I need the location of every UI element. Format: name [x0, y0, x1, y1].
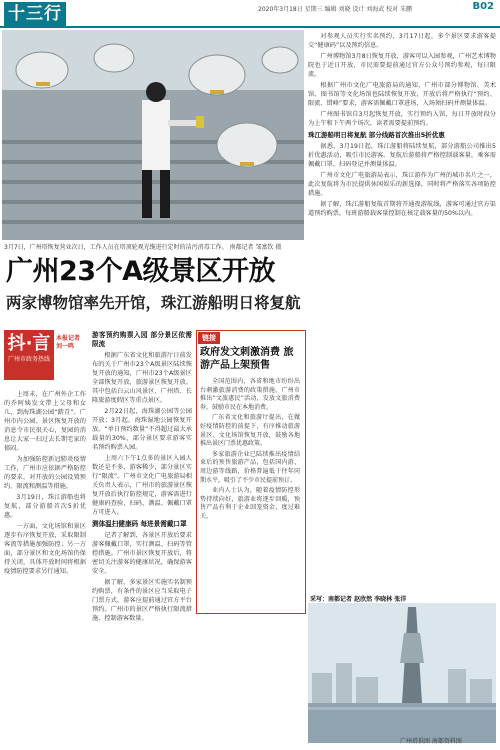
paragraph: 3月19日，珠江游船也将复航，部分游船首次5折优惠。	[4, 494, 86, 519]
paragraph: 为加强防控新冠肺炎疫情工作，广州市应依据严格防控的要求，对开放的公园设置预约、限流和测温等措施。	[4, 456, 86, 490]
section-heading: 测体温扫健康码 每进景需戴口罩	[92, 520, 187, 528]
masthead	[0, 0, 500, 28]
paragraph: 上周六下午1点多的景区入园人数还是不多，游客稀少，部分景区实行“限流”。广州市文化广电旅游局相关负责人表示，广州市的旅游景区恢复开放后执行防控规定，游客需进行健康码查验、扫码、测温、佩戴口罩方可进入。	[92, 455, 192, 516]
paragraph: 广州博物馆3月8日恢复开放，游客可以入园参观，广州艺术博物院也于近日开放，市民需要提前通过官方公众号预约参观，每日限流。	[308, 53, 496, 78]
lead-photo-illustration	[2, 30, 304, 240]
section-logo: 十三行	[4, 2, 66, 26]
tower-photo	[308, 603, 496, 743]
sidebar-tag: 链接	[198, 332, 220, 344]
reporter-credit: 采写：南都记者 赵欣然 李晓林 张洋	[310, 596, 407, 603]
opinion-body	[4, 390, 86, 578]
column-logo	[4, 330, 54, 380]
subtitle: 两家博物馆率先开馆，珠江游船明日将复航	[6, 294, 301, 312]
section-heading: 游客预约购票入园 部分景区依需限流	[92, 331, 192, 348]
paragraph: 广州市文化广电旅游局表示，珠江游作为广州的城市名片之一，此次复航将为市民提供休闲娱乐的新选择，同时将严格落实各项防控措施。	[308, 172, 496, 197]
paragraph: 广州图书馆自3月起恢复开放，实行预约入馆，每日开放时段分为上午和下午两个场次，读者需要提前预约。	[308, 111, 496, 127]
column-logo-title: 抖·言	[7, 333, 51, 354]
photo-caption: 3月7日，广州塔恢复营业次日，工作人员在塔顶轮观光缆进行定时的洁污消毒工作。 南都记者 邹富钦 摄	[4, 244, 282, 251]
paragraph: 多家旅游企业已陆续推出疫情结束后的预售旅游产品，包括国内游、周边游等线路，价格普遍低于往年同期水平，吸引了不少市民提前预订。	[200, 450, 300, 484]
main-article	[92, 328, 192, 625]
paragraph: 据悉，3月19日起，珠江游船将陆续复航，部分游船公司推出5折优惠活动，吸引市民游客。复航后游船将严格控制载客量，乘客需佩戴口罩、扫码登记并测量体温。	[308, 143, 496, 168]
paragraph: 据了解，多家景区实施实名制预约购票，有条件的景区应当采取电子门票方式，游客应提前通过官方平台预约。广州市的景区严格执行限流措施，控制游客数量。	[92, 579, 192, 622]
paragraph: 根据广州市文化广电旅游局的通知，广州市部分博物馆、美术馆、图书馆等文化场馆也陆续恢复开放，开放后将严格执行“预约、限流、错峰”要求，游客需佩戴口罩进场，入场须扫码并测量体温。	[308, 82, 496, 107]
page-number: B02	[472, 1, 494, 12]
paragraph: 对参观人员实行实名预约，3月17日起，多个景区要求游客提交“健康码”以及预约信息。	[308, 33, 496, 49]
column-logo-sub: 广州市政务热线	[7, 356, 50, 363]
headline: 广州23个A级景区开放	[6, 256, 275, 287]
right-column	[308, 32, 496, 220]
section-heading: 珠江游船明日将复航 部分线路首次推出5折优惠	[308, 131, 445, 139]
sidebar-body	[200, 378, 300, 524]
paragraph: 根据广东省文化和旅游厅日前发布的关于广州市23个A级景区陆续恢复开放的通知，广州市23个A级景区全部恢复开放，旅游景区恢复开放。其中包括白云山风景区、广州塔、长隆旅游度假区等重点景区。	[92, 352, 192, 404]
photo-credit: 广州塔供图 南都资料图	[400, 738, 462, 745]
paragraph: 据了解，珠江游船复航首期将开通夜游航线，游客可通过官方渠道预约购票，每班游船载客量控制在核定载客量的50%以内。	[308, 201, 496, 217]
paragraph: 2月22日起，海珠湖公园等公园开放；3月起，海珠湿地公园恢复开放。“单日预约数量”不得超过最大承载量的30%，部分景区要求游客实名预约购票入园。	[92, 408, 192, 451]
issue-meta: 2020年3月18日 星期三 编辑 刘晓 设计 刘海武 校对 朱鹏	[258, 6, 413, 13]
tower-photo-illustration	[308, 603, 496, 743]
paragraph: 业内人士认为，随着疫情防控形势持续向好，旅游业将逐步回暖，预售产品有利于企业回笼资金，度过难关。	[200, 487, 300, 520]
paragraph: 广东省文化和旅游厅提出，在做好疫情防控的前提下，有序推动旅游景区、文化场馆恢复开放，鼓励各地推出景区门票优惠政策。	[200, 414, 300, 448]
paragraph: 上周末，在广州外企工作的乔阿姨发文带上父母和女儿，到海珠湖公园“踏青”。广州市内公园、景区恢复开放的消息令市民很关心，复园的消息让大家一扫过去长期宅家的郁闷。	[4, 391, 86, 452]
paragraph: 全国范围内，各省和地市纷纷出台刺激旅游消费的政策措施。广州市推出“文旅惠民”活动，发放文旅消费券，鼓励市民在本地消费。	[200, 378, 300, 411]
paragraph: 一方面，文化场馆和景区逐步有序恢复开放，采取限制客流等措施加强防控；另一方面，部分景区和文化场馆仍保持关闭，具体开放时间将根据疫情防控要求另行通知。	[4, 523, 86, 575]
sidebar-title: 政府发文刺激消费 旅游产品上架预售	[200, 347, 294, 371]
masthead-divider	[0, 26, 500, 28]
opinion-byline: 本报记者 刘一鸣	[56, 335, 81, 350]
paragraph: 记者了解到，各景区开放后要求游客佩戴口罩，实行测温、扫码等管控措施。广州市景区恢复开放后，将密切关注游客的健康状况，确保游客安全。	[92, 532, 192, 575]
lead-photo	[2, 30, 304, 240]
